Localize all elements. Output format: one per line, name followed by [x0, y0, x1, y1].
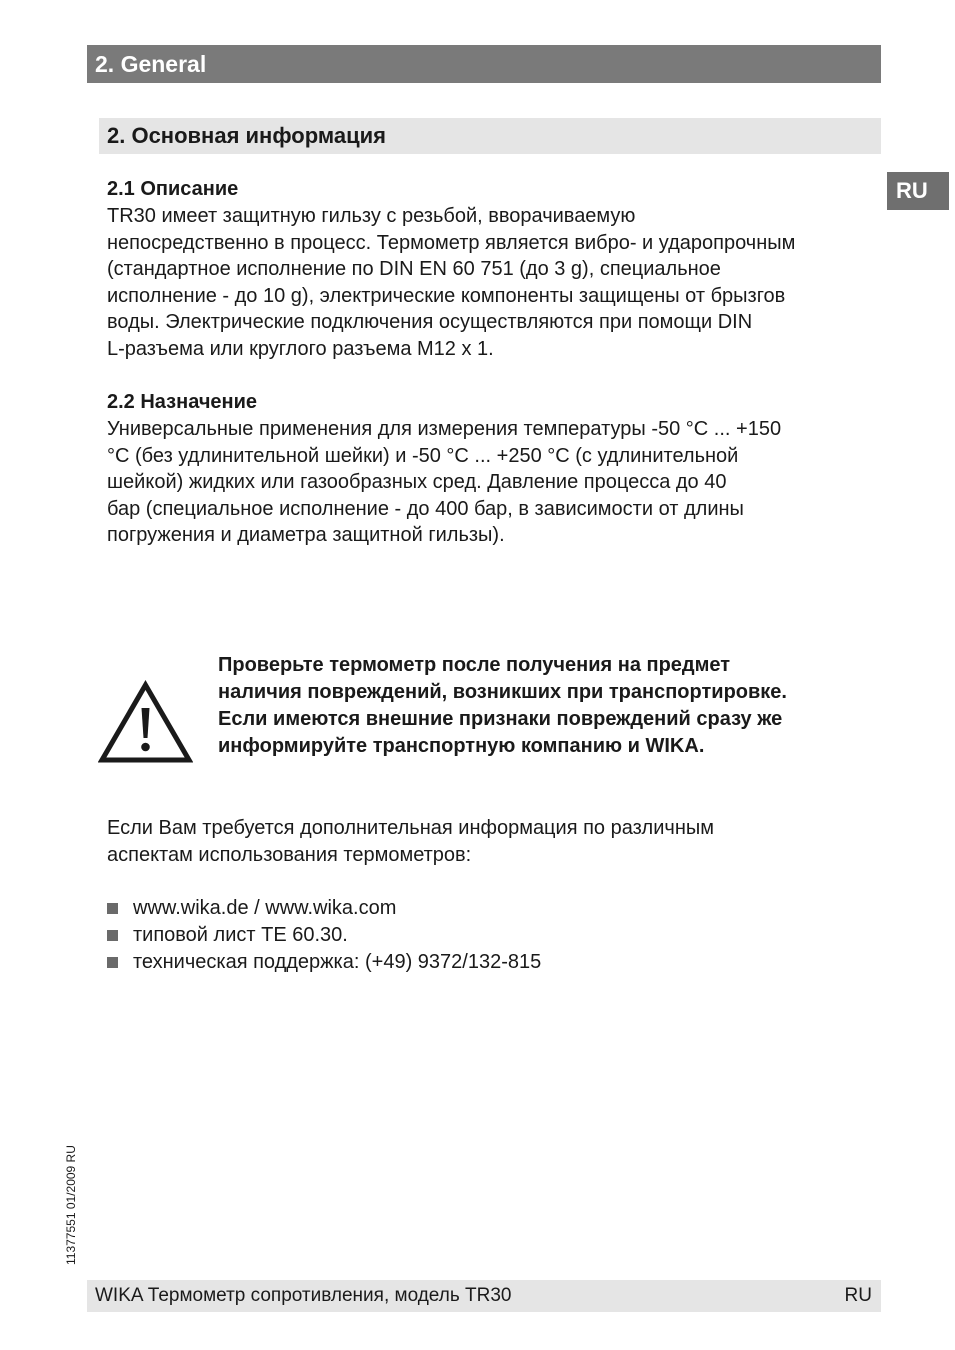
purpose-paragraph [107, 416, 781, 549]
list-item [107, 922, 541, 949]
section-title-bar [99, 118, 881, 154]
description-line: L-разъема или круглого разъема M12 x 1. [107, 337, 494, 360]
more-info-paragraph [107, 815, 714, 868]
chapter-title-bar [87, 45, 881, 83]
document-code: 11377551 01/2009 RU [64, 1145, 78, 1265]
warning-line: Проверьте термометр после получения на предмет [218, 654, 731, 676]
description-line: (стандартное исполнение по DIN EN 60 751 (до 3 g), специальное [107, 258, 721, 280]
footer-title: WIKA Термометр сопротивления, модель TR30 [95, 1285, 512, 1306]
more-info-line: аспектам использования термометров: [107, 843, 472, 866]
warning-message [218, 652, 787, 760]
square-bullet-icon [107, 903, 118, 914]
section-title: 2. Основная информация [107, 123, 386, 148]
warning-line: наличия повреждений, возникших при транспортировке. [218, 681, 787, 703]
warning-triangle-icon [98, 680, 193, 764]
description-line: непосредственно в процесс. Термометр является вибро- и ударопрочным [107, 231, 796, 254]
footer-lang: RU [844, 1285, 872, 1306]
language-tab-label: RU [896, 178, 928, 203]
purpose-line: Универсальные применения для измерения температуры -50 °C ... +150 [107, 418, 782, 440]
language-tab [887, 172, 949, 210]
bullet-text: типовой лист TE 60.30. [133, 924, 348, 946]
purpose-line: °C (без удлинительной шейки) и -50 °C ... +250 °C (с удлинительной [107, 444, 739, 467]
warning-line: информируйте транспортную компанию и WIKA. [218, 735, 705, 757]
description-line: воды. Электрические подключения осуществляются при помощи DIN [107, 311, 753, 333]
square-bullet-icon [107, 930, 118, 941]
more-info-line: Если Вам требуется дополнительная информация по различным [107, 817, 714, 839]
description-line: TR30 имеет защитную гильзу с резьбой, вворачиваемую [107, 205, 636, 227]
list-item [107, 895, 541, 922]
bullet-text: техническая поддержка: (+49) 9372/132-815 [133, 951, 542, 973]
purpose-line: бар (специальное исполнение - до 400 бар, в зависимости от длины [107, 497, 744, 520]
footer-bar [87, 1280, 881, 1312]
chapter-title: 2. General [95, 51, 207, 77]
purpose-line: погружения и диаметра защитной гильзы). [107, 524, 505, 546]
square-bullet-icon [107, 957, 118, 968]
description-paragraph [107, 203, 795, 362]
warning-line: Если имеются внешние признаки повреждений сразу же [218, 708, 783, 730]
description-line: исполнение - до 10 g), электрические компоненты защищены от брызгов [107, 284, 786, 307]
purpose-heading: 2.2 Назначение [107, 391, 258, 413]
info-bullet-list [107, 895, 541, 976]
list-item [107, 949, 541, 976]
bullet-text: www.wika.de / www.wika.com [133, 897, 397, 919]
purpose-line: шейкой) жидких или газообразных сред. Давление процесса до 40 [107, 471, 727, 493]
description-heading: 2.1 Описание [107, 178, 239, 200]
